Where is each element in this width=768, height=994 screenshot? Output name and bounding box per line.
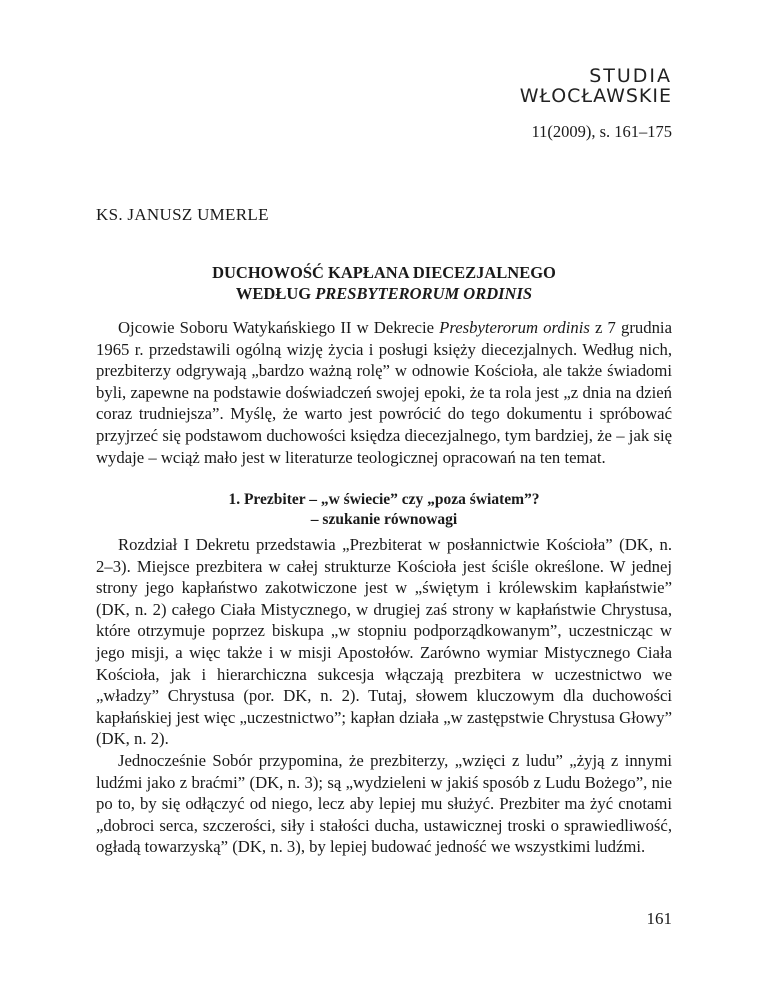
logo-line-studia: STUDIA bbox=[589, 65, 672, 87]
intro-text-before: Ojcowie Soboru Watykańskiego II w Dekrecie bbox=[118, 318, 440, 337]
section-paragraph-1: Rozdział I Dekretu przedstawia „Prezbiterat w posłannictwie Kościoła” (DK, n. 2–3). Miejsce prezbitera w całej strukturze Kościoła jest ściśle określone. W jednej strony jego kapłaństwo zakotwiczone jest w „świętym i królewskim kapłaństwie” (DK, n. 2) całego Ciała Mistycznego, w drugiej zaś strony w kapłaństwie Chrystusa, które otrzymuje poprzez biskupa „w stopniu podporządkowanym”, uczestnicząc w jego misji, a więc także i w misji Apostołów. Zarówno wymiar Mistycznego Ciała Kościoła, jak i hierarchiczna sukcesja włączają prezbitera w uczestnictwo we „władzy” Chrystusa (por. DK, n. 2). Tutaj, słowem kluczowym dla duchowości kapłańskiej jest więc „uczestnictwo”; kapłan działa „w zastępstwie Chrystusa Głowy” (DK, n. 2). bbox=[96, 535, 672, 749]
intro-paragraph bbox=[96, 317, 672, 468]
section-heading-line-1: 1. Prezbiter – „w świecie” czy „poza światem”? bbox=[228, 491, 540, 508]
issue-info: 11(2009), s. 161–175 bbox=[531, 122, 672, 141]
title-line-2-prefix: WEDŁUG bbox=[235, 284, 316, 303]
section-heading bbox=[96, 490, 672, 530]
title-line-1: DUCHOWOŚĆ KAPŁANA DIECEZJALNEGO bbox=[212, 263, 556, 282]
title-line-2-italic: PRESBYTERORUM ORDINIS bbox=[315, 284, 533, 303]
page-number: 161 bbox=[646, 909, 672, 928]
title-line-2 bbox=[96, 283, 672, 304]
intro-text-after: z 7 grudnia 1965 r. przedstawili ogólną wizję życia i posługi księży diecezjalnych. Według nich, prezbiterzy odgrywają „bardzo ważną rolę” w odnowie Kościoła, ale także świadomi byli, zapewne na podstawie doświadczeń swojej epoki, że ta rola jest „z dnia na dzień coraz trudniejsza”. Myślę, że warto jest powrócić do tego dokumentu i spróbować przyjrzeć się podstawom duchowości księdza diecezjalnego, tym bardziej, że – jak się wydaje – wciąż mało jest w literaturze teologicznej opracowań na ten temat. bbox=[96, 318, 672, 467]
journal-logo bbox=[520, 66, 672, 106]
section-paragraph-2: Jednocześnie Sobór przypomina, że prezbiterzy, „wzięci z ludu” „żyją z innymi ludźmi jako z braćmi” (DK, n. 3); są „wydzieleni w jakiś sposób z Ludu Bożego”, nie po to, by się odłączyć od niego, lecz aby lepiej mu służyć. Prezbiter ma żyć cnotami „dobroci serca, szczerości, siły i stałości ducha, ustawicznej troski o sprawiedliwość, ogładą towarzyską” (DK, n. 3), by lepiej budować jedność we wszystkimi ludźmi. bbox=[96, 750, 672, 857]
article-title bbox=[96, 262, 672, 304]
logo-line-wloclawskie: WŁOCŁAWSKIE bbox=[519, 85, 672, 107]
section-heading-line-2: – szukanie równowagi bbox=[310, 511, 458, 528]
section-body bbox=[96, 534, 672, 858]
article-author: KS. JANUSZ UMERLE bbox=[96, 205, 269, 224]
intro-section bbox=[96, 317, 672, 468]
intro-text-italic: Presbyterorum ordinis bbox=[439, 318, 590, 337]
